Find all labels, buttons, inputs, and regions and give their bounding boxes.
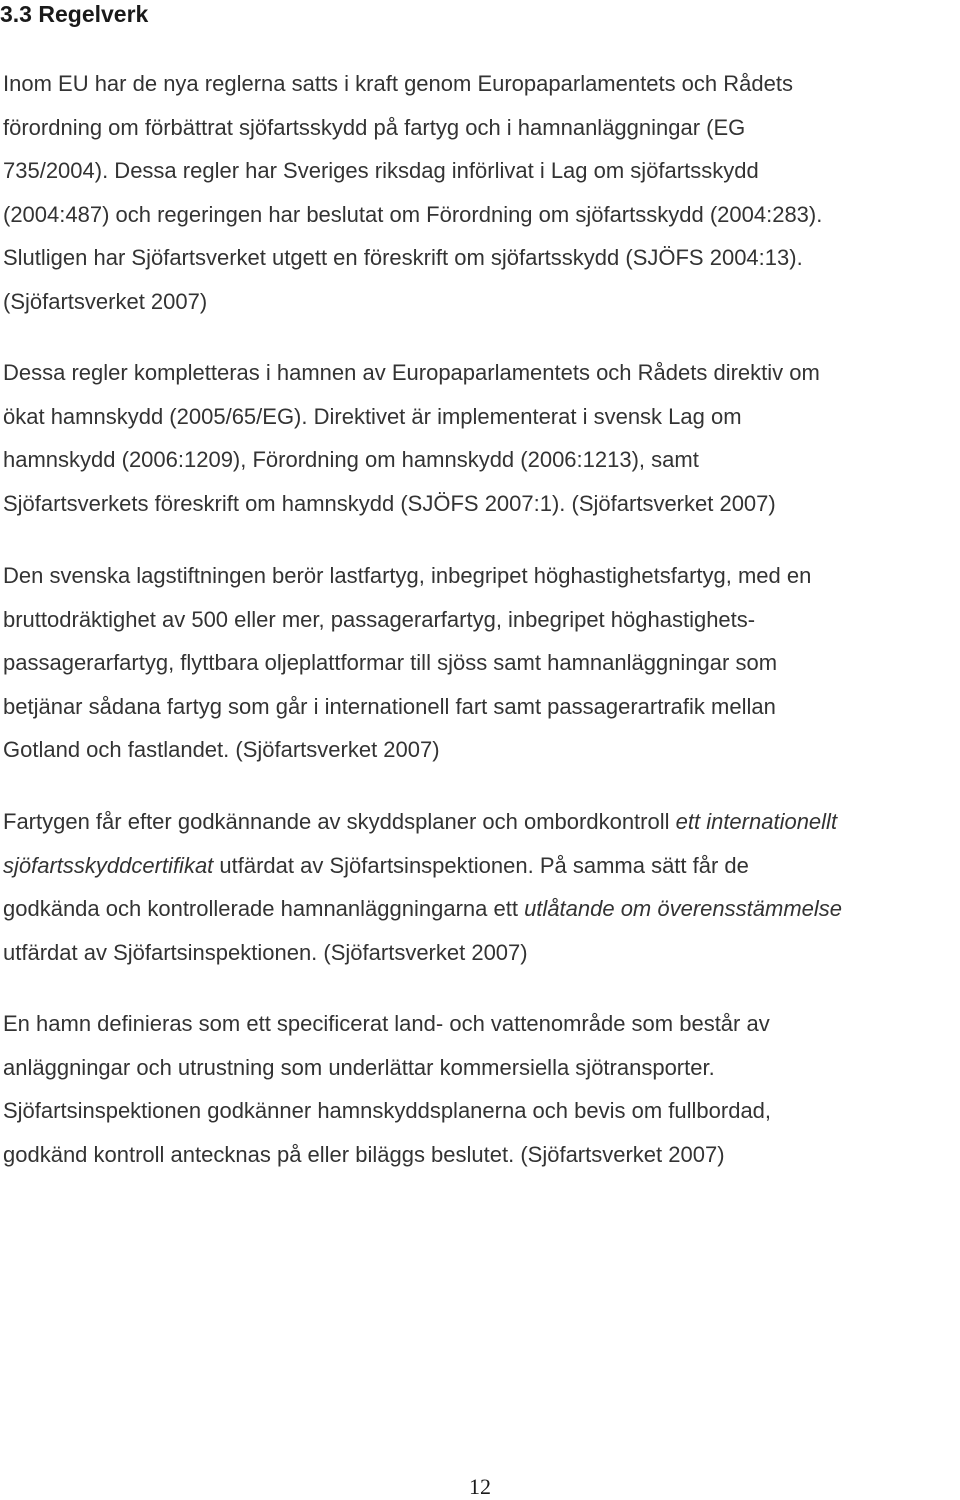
paragraph-port-definition bbox=[3, 1002, 959, 1176]
section-heading: 3.3 Regelverk bbox=[0, 1, 149, 27]
text-line: (Sjöfartsverket 2007) bbox=[3, 288, 208, 314]
italic-term: ett internationellt bbox=[675, 809, 838, 834]
text-line: Dessa regler kompletteras i hamnen av Europaparlamentets och Rådets direktiv om bbox=[3, 360, 820, 385]
text-line: anläggningar och utrustning som underlättar kommersiella sjötransporter. bbox=[3, 1054, 715, 1080]
text-line: betjänar sådana fartyg som går i internationell fart samt passagerartrafik mellan bbox=[3, 693, 776, 719]
paragraph-certificates bbox=[3, 800, 959, 974]
text-line: Sjöfartsinspektionen godkänner hamnskyddsplanerna och bevis om fullbordad, bbox=[3, 1098, 772, 1123]
text-line: En hamn definieras som ett specificerat land- och vattenområde som består av bbox=[3, 1011, 770, 1036]
text-line bbox=[3, 887, 959, 931]
text-line bbox=[3, 800, 959, 844]
text-line: förordning om förbättrat sjöfartsskydd på fartyg och i hamnanläggningar (EG bbox=[3, 114, 746, 140]
paragraph-legislation-scope bbox=[3, 554, 959, 772]
text-line bbox=[3, 844, 959, 888]
page-number: 12 bbox=[469, 1474, 491, 1499]
text-line: Slutligen har Sjöfartsverket utgett en föreskrift om sjöfartsskydd (SJÖFS 2004:13). bbox=[3, 245, 803, 270]
text-line: godkänd kontroll antecknas på eller biläggs beslutet. (Sjöfartsverket 2007) bbox=[3, 1141, 725, 1167]
text-line: (2004:487) och regeringen har beslutat om Förordning om sjöfartsskydd (2004:283). bbox=[3, 201, 823, 227]
paragraph-port-security-directive bbox=[3, 351, 959, 525]
italic-term: utlåtande om överensstämmelse bbox=[524, 896, 842, 921]
text-line: bruttodräktighet av 500 eller mer, passagerarfartyg, inbegripet höghastighets- bbox=[3, 606, 756, 632]
text-line: 735/2004). Dessa regler har Sveriges riksdag införlivat i Lag om sjöfartsskydd bbox=[3, 158, 759, 183]
text-run: utfärdat av Sjöfartsinspektionen. På samma sätt får de bbox=[213, 852, 749, 878]
text-line: ökat hamnskydd (2005/65/EG). Direktivet är implementerat i svensk Lag om bbox=[3, 403, 742, 429]
text-line: hamnskydd (2006:1209), Förordning om hamnskydd (2006:1213), samt bbox=[3, 447, 699, 472]
text-run: Fartygen får efter godkännande av skyddsplaner och ombordkontroll bbox=[3, 809, 676, 834]
text-run: godkända och kontrollerade hamnanläggningarna ett bbox=[3, 896, 525, 921]
text-line: passagerarfartyg, flyttbara oljeplattformar till sjöss samt hamnanläggningar som bbox=[3, 650, 778, 675]
text-line: utfärdat av Sjöfartsinspektionen. (Sjöfartsverket 2007) bbox=[3, 939, 528, 965]
italic-term: sjöfartsskyddcertifikat bbox=[3, 852, 214, 878]
text-line: Gotland och fastlandet. (Sjöfartsverket 2007) bbox=[3, 737, 440, 762]
paragraph-regulations-eu bbox=[3, 62, 959, 323]
text-line: Sjöfartsverkets föreskrift om hamnskydd (SJÖFS 2007:1). (Sjöfartsverket 2007) bbox=[3, 490, 776, 516]
text-line: Den svenska lagstiftningen berör lastfartyg, inbegripet höghastighetsfartyg, med en bbox=[3, 563, 812, 588]
text-line: Inom EU har de nya reglerna satts i kraft genom Europaparlamentets och Rådets bbox=[3, 71, 793, 96]
